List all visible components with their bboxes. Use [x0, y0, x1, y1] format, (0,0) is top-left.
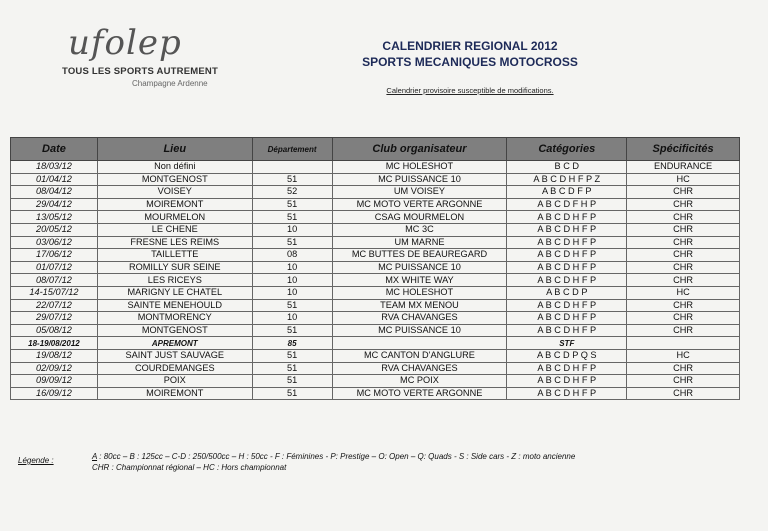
- cell-date: 01/07/12: [11, 261, 98, 274]
- cell-lieu: MARIGNY LE CHATEL: [97, 286, 252, 299]
- cell-club: MC 3C: [332, 223, 507, 236]
- legend-line-1-rest: : 80cc – B : 125cc – C-D : 250/500cc – H : 50cc - F : Féminines - P: Prestige – O: Open – Q: Quads - S : Side cars - Z : moto ancienne: [97, 452, 576, 461]
- cell-departement: 51: [252, 173, 332, 186]
- cell-club: MC PUISSANCE 10: [332, 261, 507, 274]
- page-title: [330, 38, 610, 70]
- cell-lieu: COURDEMANGES: [97, 362, 252, 375]
- col-header-categories: Catégories: [507, 138, 627, 161]
- cell-specificites: CHR: [627, 387, 740, 400]
- table-row: [11, 299, 740, 312]
- table-row: [11, 223, 740, 236]
- table-row: [11, 312, 740, 325]
- cell-departement: 51: [252, 324, 332, 337]
- cell-specificites: HC: [627, 173, 740, 186]
- cell-specificites: CHR: [627, 261, 740, 274]
- cell-departement: 51: [252, 211, 332, 224]
- cell-club: MC MOTO VERTE ARGONNE: [332, 387, 507, 400]
- cell-categories: A B C D H F P: [507, 362, 627, 375]
- cell-departement: [252, 161, 332, 174]
- cell-categories: A B C D H F P: [507, 211, 627, 224]
- legend-line-1: [92, 451, 575, 462]
- ufolep-logo: [62, 23, 218, 88]
- cell-specificites: ENDURANCE: [627, 161, 740, 174]
- cell-date: 17/06/12: [11, 249, 98, 262]
- cell-categories: A B C D H F P: [507, 299, 627, 312]
- cell-date: 13/05/12: [11, 211, 98, 224]
- cell-departement: 10: [252, 274, 332, 287]
- cell-specificites: CHR: [627, 249, 740, 262]
- cell-specificites: CHR: [627, 375, 740, 388]
- cell-categories: STF: [507, 337, 627, 350]
- cell-lieu: MONTMORENCY: [97, 312, 252, 325]
- legend-a: A: [92, 452, 98, 461]
- cell-club: TEAM MX MENOU: [332, 299, 507, 312]
- table-row: [11, 274, 740, 287]
- cell-categories: A B C D H F P: [507, 223, 627, 236]
- calendar-table: [10, 137, 740, 400]
- cell-categories: A B C D H F P: [507, 375, 627, 388]
- cell-club: MX WHITE WAY: [332, 274, 507, 287]
- table-row: [11, 349, 740, 362]
- cell-categories: A B C D F P: [507, 186, 627, 199]
- table-row: [11, 236, 740, 249]
- table-row: [11, 173, 740, 186]
- table-header-row: [11, 138, 740, 161]
- cell-departement: 10: [252, 312, 332, 325]
- cell-specificites: HC: [627, 286, 740, 299]
- cell-lieu: LE CHENE: [97, 223, 252, 236]
- cell-categories: A B C D H F P: [507, 387, 627, 400]
- logo-wordmark: ufolep: [68, 23, 182, 63]
- cell-club: RVA CHAVANGES: [332, 362, 507, 375]
- provisional-note: Calendrier provisoire susceptible de modifications.: [386, 86, 554, 95]
- cell-lieu: SAINTE MENEHOULD: [97, 299, 252, 312]
- cell-lieu: LES RICEYS: [97, 274, 252, 287]
- cell-date: 05/08/12: [11, 324, 98, 337]
- cell-specificites: CHR: [627, 236, 740, 249]
- cell-date: 09/09/12: [11, 375, 98, 388]
- col-header-date: Date: [11, 138, 98, 161]
- cell-club: MC MOTO VERTE ARGONNE: [332, 198, 507, 211]
- table-row: [11, 337, 740, 350]
- cell-departement: 51: [252, 387, 332, 400]
- cell-date: 14-15/07/12: [11, 286, 98, 299]
- cell-club: [332, 337, 507, 350]
- cell-departement: 51: [252, 349, 332, 362]
- cell-departement: 51: [252, 236, 332, 249]
- logo-region: Champagne Ardenne: [132, 79, 208, 88]
- table-row: [11, 161, 740, 174]
- table-row: [11, 286, 740, 299]
- cell-categories: A B C D H F P: [507, 261, 627, 274]
- cell-date: 03/06/12: [11, 236, 98, 249]
- cell-club: RVA CHAVANGES: [332, 312, 507, 325]
- cell-date: 16/09/12: [11, 387, 98, 400]
- cell-categories: A B C D H F P: [507, 236, 627, 249]
- cell-specificites: CHR: [627, 211, 740, 224]
- cell-categories: B C D: [507, 161, 627, 174]
- logo-tagline: TOUS LES SPORTS AUTREMENT: [62, 66, 218, 77]
- table-row: [11, 186, 740, 199]
- cell-lieu: MOURMELON: [97, 211, 252, 224]
- cell-date: 01/04/12: [11, 173, 98, 186]
- cell-date: 18/03/12: [11, 161, 98, 174]
- col-header-club: Club organisateur: [332, 138, 507, 161]
- cell-date: 20/05/12: [11, 223, 98, 236]
- cell-date: 29/04/12: [11, 198, 98, 211]
- cell-club: MC HOLESHOT: [332, 286, 507, 299]
- cell-lieu: MONTGENOST: [97, 173, 252, 186]
- legend-text: [92, 451, 575, 473]
- cell-departement: 10: [252, 261, 332, 274]
- cell-specificites: [627, 337, 740, 350]
- cell-date: 02/09/12: [11, 362, 98, 375]
- cell-departement: 10: [252, 286, 332, 299]
- cell-specificites: CHR: [627, 312, 740, 325]
- legend-label: Légende :: [18, 456, 54, 465]
- cell-lieu: FRESNE LES REIMS: [97, 236, 252, 249]
- cell-departement: 08: [252, 249, 332, 262]
- col-header-lieu: Lieu: [97, 138, 252, 161]
- cell-categories: A B C D H F P Z: [507, 173, 627, 186]
- cell-lieu: SAINT JUST SAUVAGE: [97, 349, 252, 362]
- cell-departement: 51: [252, 375, 332, 388]
- cell-departement: 52: [252, 186, 332, 199]
- cell-lieu: ROMILLY SUR SEINE: [97, 261, 252, 274]
- cell-lieu: VOISEY: [97, 186, 252, 199]
- table-row: [11, 375, 740, 388]
- cell-categories: A B C D H F P: [507, 324, 627, 337]
- cell-date: 22/07/12: [11, 299, 98, 312]
- cell-specificites: CHR: [627, 299, 740, 312]
- cell-date: 29/07/12: [11, 312, 98, 325]
- cell-club: MC POIX: [332, 375, 507, 388]
- cell-specificites: CHR: [627, 362, 740, 375]
- cell-club: UM MARNE: [332, 236, 507, 249]
- table-row: [11, 324, 740, 337]
- table-row: [11, 362, 740, 375]
- cell-departement: 51: [252, 198, 332, 211]
- cell-club: CSAG MOURMELON: [332, 211, 507, 224]
- cell-date: 08/04/12: [11, 186, 98, 199]
- col-header-departement: Département: [252, 138, 332, 161]
- cell-departement: 51: [252, 299, 332, 312]
- cell-specificites: CHR: [627, 274, 740, 287]
- cell-specificites: CHR: [627, 223, 740, 236]
- cell-club: MC BUTTES DE BEAUREGARD: [332, 249, 507, 262]
- table-row: [11, 387, 740, 400]
- table-row: [11, 211, 740, 224]
- cell-lieu: MONTGENOST: [97, 324, 252, 337]
- cell-date: 18-19/08/2012: [11, 337, 98, 350]
- cell-specificites: CHR: [627, 324, 740, 337]
- cell-specificites: CHR: [627, 198, 740, 211]
- table-row: [11, 249, 740, 262]
- cell-lieu: POIX: [97, 375, 252, 388]
- cell-lieu: APREMONT: [97, 337, 252, 350]
- cell-departement: 10: [252, 223, 332, 236]
- cell-categories: A B C D H F P: [507, 249, 627, 262]
- cell-categories: A B C D F H P: [507, 198, 627, 211]
- table-row: [11, 261, 740, 274]
- cell-departement: 85: [252, 337, 332, 350]
- legend-line-2: CHR : Championnat régional – HC : Hors championnat: [92, 463, 287, 472]
- cell-date: 08/07/12: [11, 274, 98, 287]
- table-row: [11, 198, 740, 211]
- col-header-specificites: Spécificités: [627, 138, 740, 161]
- cell-categories: A B C D P: [507, 286, 627, 299]
- cell-lieu: MOIREMONT: [97, 387, 252, 400]
- cell-club: MC HOLESHOT: [332, 161, 507, 174]
- cell-club: UM VOISEY: [332, 186, 507, 199]
- cell-lieu: Non défini: [97, 161, 252, 174]
- cell-categories: A B C D H F P: [507, 312, 627, 325]
- cell-categories: A B C D P Q S: [507, 349, 627, 362]
- cell-club: MC PUISSANCE 10: [332, 324, 507, 337]
- cell-departement: 51: [252, 362, 332, 375]
- cell-specificites: HC: [627, 349, 740, 362]
- cell-club: MC CANTON D'ANGLURE: [332, 349, 507, 362]
- title-line-2: SPORTS MECANIQUES MOTOCROSS: [362, 55, 578, 69]
- cell-club: MC PUISSANCE 10: [332, 173, 507, 186]
- cell-date: 19/08/12: [11, 349, 98, 362]
- cell-lieu: TAILLETTE: [97, 249, 252, 262]
- title-line-1: CALENDRIER REGIONAL 2012: [382, 39, 558, 53]
- cell-lieu: MOIREMONT: [97, 198, 252, 211]
- cell-specificites: CHR: [627, 186, 740, 199]
- cell-categories: A B C D H F P: [507, 274, 627, 287]
